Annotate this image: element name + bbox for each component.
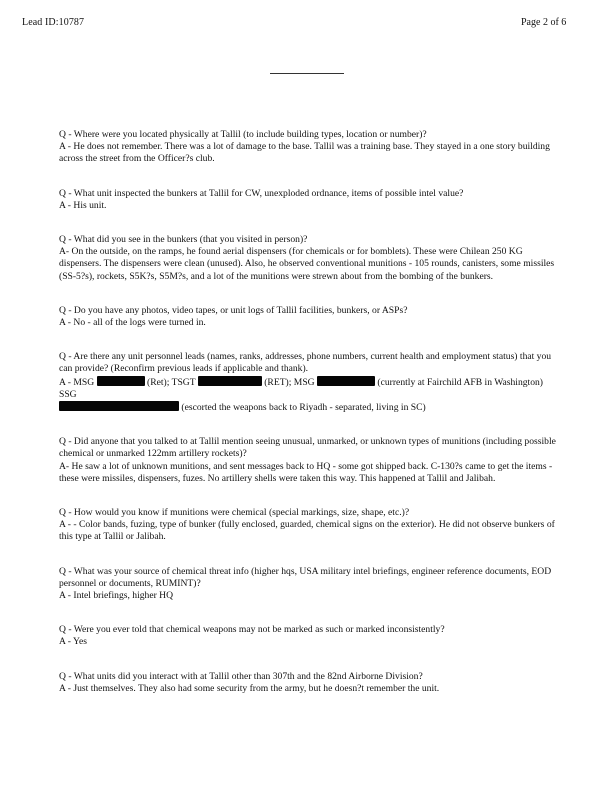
lead-id: Lead ID:10787 — [22, 17, 85, 28]
top-divider — [270, 73, 344, 74]
redaction-bar — [97, 376, 145, 386]
answer: A - He does not remember. There was a lot of damage to the base. Tallil was a training base. They stayed in a one story building across the street from the Officer?s club. — [59, 141, 550, 165]
answer: A - - Color bands, fuzing, type of bunker (fully enclosed, guarded, chemical signs on the exterior). He did not observe bunkers of this type at Tallil or Jalibah. — [59, 519, 555, 543]
question: Q - Did anyone that you talked to at Tallil mention seeing unusual, unmarked, or unknown types of munitions (including possible chemical or unmarked 122mm artillery rockets)? — [59, 436, 556, 460]
qa-block — [59, 305, 559, 329]
qa-block — [59, 566, 559, 603]
question: Q - Are there any unit personnel leads (names, ranks, addresses, phone numbers, current health and employment status) that you can provide? (Reconfirm previous leads if applicable and thank). — [59, 351, 552, 375]
answer-part: (RET); MSG — [264, 376, 315, 388]
interview-body — [59, 129, 559, 717]
page-number: Page 2 of 6 — [521, 17, 567, 28]
answer-part: A - MSG — [59, 376, 95, 388]
qa-block — [59, 436, 559, 485]
question: Q - What unit inspected the bunkers at Tallil for CW, unexploded ordnance, items of possible intel value? — [59, 187, 464, 199]
qa-block — [59, 507, 559, 544]
redaction-bar — [59, 401, 179, 411]
question: Q - Were you ever told that chemical weapons may not be marked as such or marked inconsistently? — [59, 624, 445, 636]
qa-block — [59, 351, 559, 414]
answer: A - Intel briefings, higher HQ — [59, 590, 174, 602]
answer-part: (escorted the weapons back to Riyadh - separated, living in SC) — [181, 402, 426, 414]
redaction-bar — [198, 376, 262, 386]
qa-block — [59, 624, 559, 648]
question: Q - Where were you located physically at Tallil (to include building types, location or number)? — [59, 129, 427, 140]
answer: A - Yes — [59, 636, 87, 648]
question: Q - What did you see in the bunkers (that you visited in person)? — [59, 234, 308, 246]
answer-part: (currently at Fairchild AFB in Washington) SSG — [59, 376, 544, 400]
redaction-bar — [317, 376, 375, 386]
qa-block — [59, 129, 559, 166]
answer: A- He saw a lot of unknown munitions, and sent messages back to HQ - some got shipped back. C-130?s came to get the items - these were missiles, dispensers, fuzes. No artillery shells were taken this way. This happened at Tallil and Jalibah. — [59, 460, 553, 484]
qa-block — [59, 234, 559, 283]
question: Q - What was your source of chemical threat info (higher hqs, USA military intel briefings, engineer reference documents, EOD personnel or documents, RUMINT)? — [59, 565, 552, 589]
question: Q - Do you have any photos, video tapes, or unit logs of Tallil facilities, bunkers, or ASPs? — [59, 304, 408, 316]
qa-block — [59, 188, 559, 212]
answer: A - Just themselves. They also had some security from the army, but he doesn?t remember the unit. — [59, 682, 440, 694]
answer-part: (Ret); TSGT — [147, 376, 196, 388]
answer-redacted — [59, 376, 559, 415]
question: Q - What units did you interact with at Tallil other than 307th and the 82nd Airborne Division? — [59, 670, 423, 682]
qa-block — [59, 671, 559, 695]
answer: A- On the outside, on the ramps, he found aerial dispensers (for chemicals or for bomblets). These were Chilean 250 KG dispensers. The dispensers were clean (unused). Also, he observed conventional munitions - 105 rounds, canisters, some missiles (SS-5?s), rockets, S5K?s, S5M?s, and a lot of the munitions were strewn about from the bombing of the bunkers. — [59, 246, 555, 282]
answer: A - No - all of the logs were turned in. — [59, 317, 206, 329]
question: Q - How would you know if munitions were chemical (special markings, size, shape, etc.)? — [59, 507, 410, 519]
answer: A - His unit. — [59, 199, 107, 211]
